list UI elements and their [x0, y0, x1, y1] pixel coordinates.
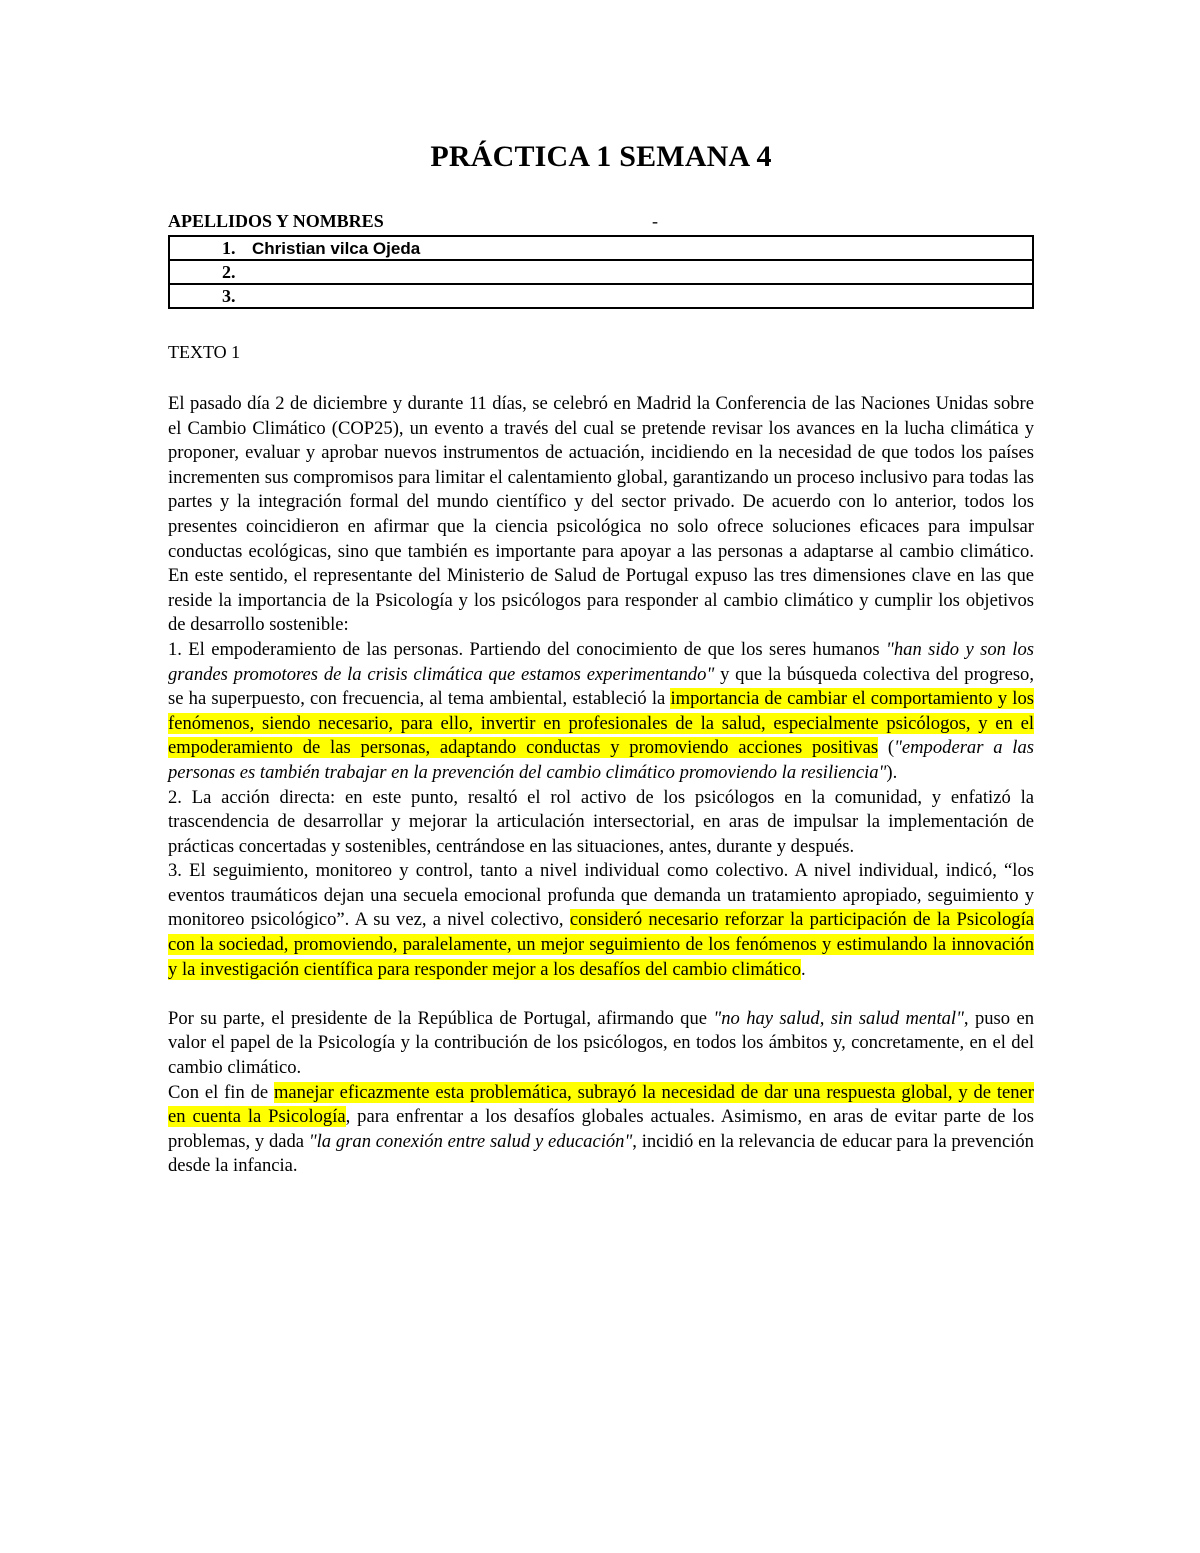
quote-italic: "la gran conexión entre salud y educación": [308, 1130, 633, 1152]
name-cell[interactable]: [169, 284, 1033, 308]
paragraph-gap: [168, 982, 1034, 1007]
text-run: , puso en valor el papel de la Psicología y la contribución de los psicólogos, en todos los ámbitos y, concretamente, en el del cambio climático.: [168, 1007, 1035, 1079]
row-number: 1.: [222, 237, 236, 258]
paragraph-president: [168, 1007, 1034, 1081]
paragraph-conclusion: [168, 1081, 1034, 1179]
text-run: y que la búsqueda colectiva del progreso, se ha superpuesto, con frecuencia, al tema ambiental, estableció la: [168, 663, 1035, 710]
names-header-label: APELLIDOS Y NOMBRES: [168, 211, 384, 231]
text-run: 3. El seguimiento, monitoreo y control, tanto a nivel individual como colectivo. A nivel individual, indicó, “los eventos traumáticos dejan una secuela emocional profunda que demanda un tratamiento apropiado, seguimiento y monitoreo psicológico”. A su vez, a nivel colectivo,: [168, 860, 1034, 931]
row-number: 2.: [222, 261, 236, 282]
table-row: [169, 284, 1033, 308]
text-run: ).: [886, 761, 898, 783]
highlighted-text: consideró necesario reforzar la participación de la Psicología con la sociedad, promoviendo, paralelamente, un mejor seguimiento de los fenómenos y estimulando la innovación y la investigación científica para responder mejor a los desafíos del cambio climático: [168, 909, 1034, 980]
quote-italic: "no hay salud, sin salud mental": [713, 1007, 964, 1029]
text-run: .: [801, 958, 806, 980]
page-title: PRÁCTICA 1 SEMANA 4: [430, 140, 772, 173]
section-title: TEXTO 1: [168, 342, 241, 362]
highlighted-text: manejar eficazmente esta problemática, subrayó la necesidad de dar una respuesta global, y de tener en cuenta la Psicología: [168, 1081, 1034, 1128]
quote-italic: "han sido y son los grandes promotores de la crisis climática que estamos experimentando": [168, 638, 1034, 685]
name-cell[interactable]: [169, 260, 1033, 284]
paragraph-item-3: [168, 859, 1034, 982]
quote-italic: "empoderar a las personas es también trabajar en la prevención del cambio climático promoviendo la resiliencia": [168, 737, 1034, 783]
paragraph-intro: El pasado día 2 de diciembre y durante 11 días, se celebró en Madrid la Conferencia de las Naciones Unidas sobre el Cambio Climático (COP25), un evento a través del cual se pretende revisar los avances en la lucha climática y proponer, evaluar y aprobar nuevos instrumentos de actuación, incidiendo en la necesidad de que todos los países incrementen sus compromisos para limitar el calentamiento global, garantizando un proceso inclusivo para todas las partes y la integración formal del mundo científico y del sector privado. De acuerdo con lo anterior, todos los presentes coincidieron en afirmar que la ciencia psicológica no solo ofrece soluciones eficaces para impulsar conductas ecológicas, sino que también es importante para apoyar a las personas a adaptarse al cambio climático. En este sentido, el representante del Ministerio de Salud de Portugal expuso las tres dimensiones clave en las que reside la importancia de la Psicología y los psicólogos para responder al cambio climático y cumplir los objetivos de desarrollo sostenible:: [168, 393, 1034, 636]
table-row: [169, 260, 1033, 284]
student-name: Christian vilca Ojeda: [252, 238, 421, 258]
body-text: [168, 392, 1034, 1179]
paragraph-item-1: [168, 638, 1034, 786]
names-header: [168, 211, 1034, 232]
names-table: [168, 235, 1034, 309]
text-run: (: [878, 737, 895, 759]
highlighted-text: importancia de cambiar el comportamiento y los fenómenos, siendo necesario, para ello, invertir en profesionales de la salud, especialmente psicólogos, y en el empoderamiento de las personas, adaptando conductas y promoviendo acciones positivas: [168, 688, 1035, 759]
text-run: 1. El empoderamiento de las personas. Partiendo del conocimiento de que los seres humanos: [168, 638, 887, 660]
text-run: Por su parte, el presidente de la República de Portugal, afirmando que: [168, 1007, 714, 1029]
paragraph-item-2: 2. La acción directa: en este punto, resaltó el rol activo de los psicólogos en la comunidad, y enfatizó la trascendencia de desarrollar y mejorar la articulación intersectorial, en aras de impulsar la implementación de prácticas concertadas y sostenibles, centrándose en las situaciones, antes, durante y después.: [168, 786, 1034, 857]
row-number: 3.: [222, 285, 236, 306]
text-run: Con el fin de: [168, 1081, 274, 1103]
names-header-dash: -: [652, 211, 658, 231]
table-row: [169, 236, 1033, 260]
text-run: , incidió en la relevancia de educar para la prevención desde la infancia.: [168, 1130, 1034, 1177]
text-run: , para enfrentar a los desafíos globales actuales. Asimismo, en aras de evitar parte de los problemas, y dada: [168, 1106, 1034, 1152]
name-cell[interactable]: [169, 236, 1033, 260]
